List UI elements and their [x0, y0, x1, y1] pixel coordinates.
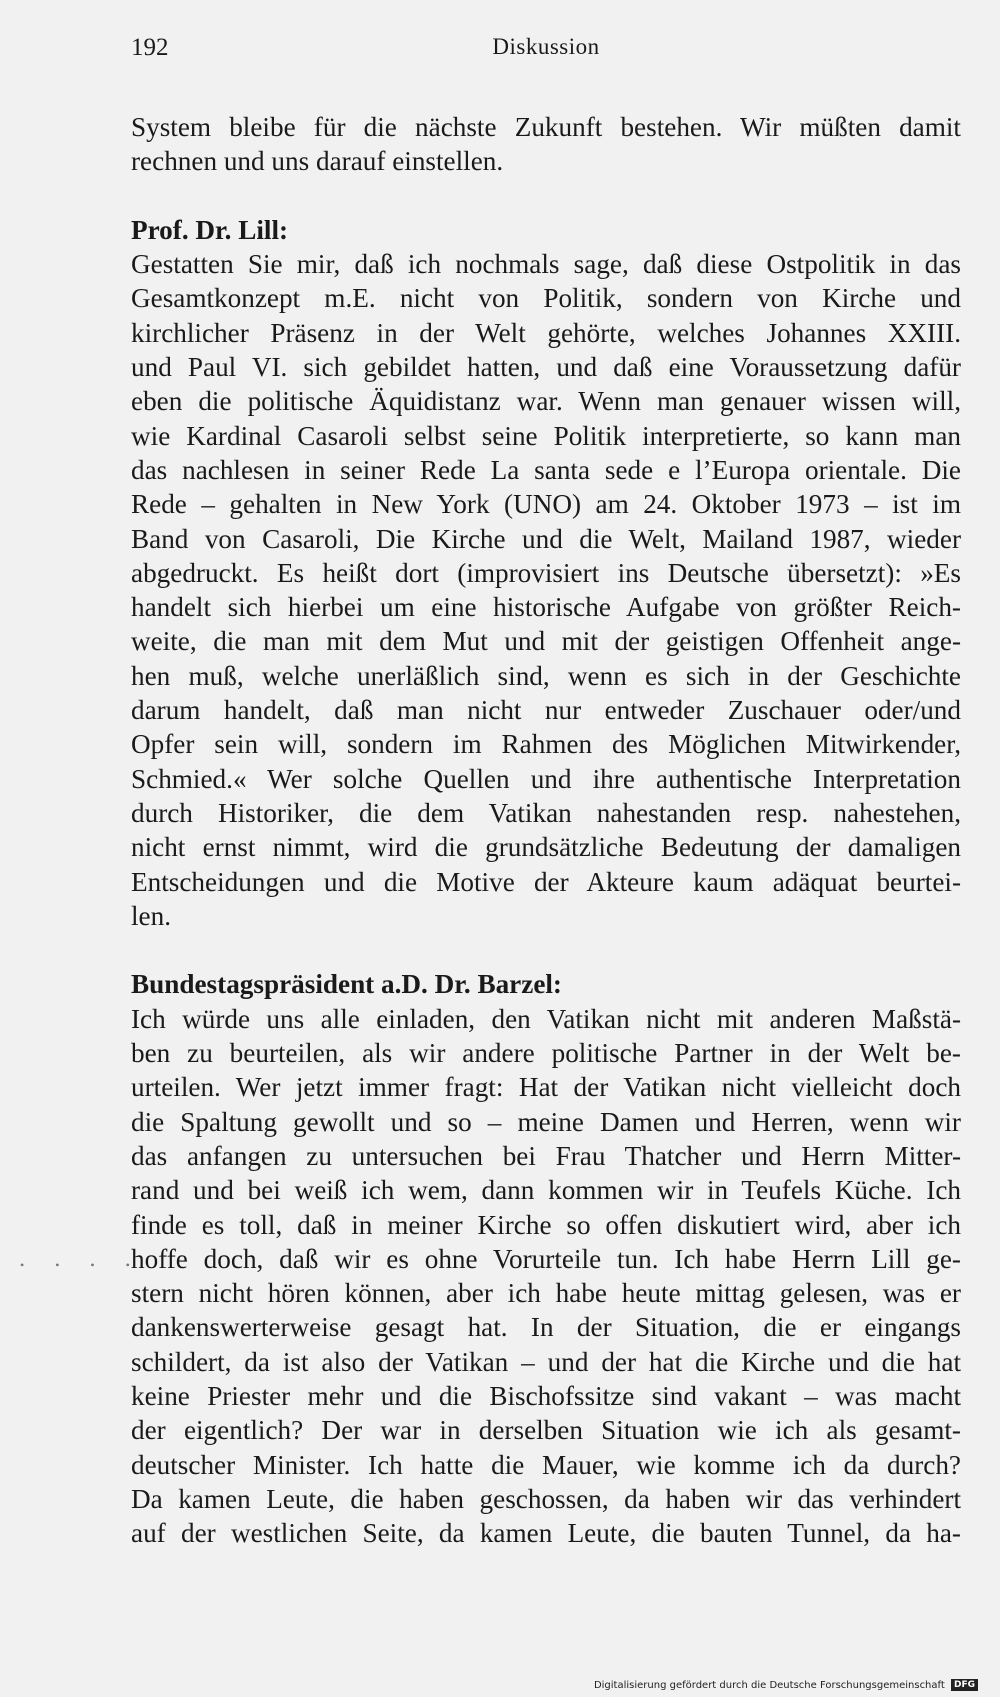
text-line: stern nicht hören können, aber ich habe heute mittag gelesen, was er	[131, 1278, 961, 1309]
text-line: eben die politische Äquidistanz war. Wenn man genauer wissen will,	[131, 386, 961, 417]
digitization-note: Digitalisierung gefördert durch die Deutsche Forschungsgemeinschaft	[593, 1680, 945, 1691]
text-line: dankenswerterweise gesagt hat. In der Situation, die er eingangs	[131, 1312, 961, 1343]
text-line: kirchlicher Präsenz in der Welt gehörte, welches Johannes XXIII.	[131, 317, 961, 348]
text-line: schildert, da ist also der Vatikan – und der hat die Kirche und die hat	[131, 1346, 961, 1377]
text-line: Band von Casaroli, Die Kirche und die Welt, Mailand 1987, wieder	[131, 523, 961, 554]
paragraph-gap	[131, 179, 961, 213]
page-number: 192	[131, 34, 169, 61]
text-line: deutscher Minister. Ich hatte die Mauer, wie komme ich da durch?	[131, 1449, 961, 1480]
text-line: darum handelt, daß man nicht nur entweder Zuschauer oder/und	[131, 695, 961, 726]
text-line: nicht ernst nimmt, wird die grundsätzliche Bedeutung der damaligen	[131, 832, 961, 863]
running-title: Diskussion	[492, 34, 600, 59]
dfg-logo: DFG	[951, 1679, 978, 1691]
speaker-heading: Bundestagspräsident a.D. Dr. Barzel:	[131, 969, 562, 1000]
text-line: weite, die man mit dem Mut und mit der geistigen Offenheit ange-	[131, 626, 961, 657]
speaker-heading: Prof. Dr. Lill:	[131, 214, 289, 245]
text-line: rechnen und uns darauf einstellen.	[131, 146, 504, 177]
text-line: urteilen. Wer jetzt immer fragt: Hat der Vatikan nicht vielleicht doch	[131, 1072, 961, 1103]
text-line: ben zu beurteilen, als wir andere politische Partner in der Welt be-	[131, 1038, 961, 1069]
digitization-footer	[594, 1679, 978, 1691]
text-line: hoffe doch, daß wir es ohne Vorurteile tun. Ich habe Herrn Lill ge-	[131, 1243, 961, 1274]
text-line: abgedruckt. Es heißt dort (improvisiert ins Deutsche übersetzt): »Es	[131, 557, 961, 588]
body-text	[131, 110, 961, 1550]
paragraph-gap	[131, 933, 961, 967]
text-line: Gestatten Sie mir, daß ich nochmals sage, daß diese Ostpolitik in das	[131, 249, 961, 280]
text-line: die Spaltung gewollt und so – meine Damen und Herren, wenn wir	[131, 1106, 961, 1137]
text-line: wie Kardinal Casaroli selbst seine Politik interpretierte, so kann man	[131, 420, 961, 451]
text-line: hen muß, welche unerläßlich sind, wenn es sich in der Geschichte	[131, 660, 961, 691]
text-line: das anfangen zu untersuchen bei Frau Thatcher und Herrn Mitter-	[131, 1140, 961, 1171]
text-line: Rede – gehalten in New York (UNO) am 24. Oktober 1973 – ist im	[131, 489, 961, 520]
text-line: auf der westlichen Seite, da kamen Leute, die bauten Tunnel, da ha-	[131, 1518, 961, 1549]
text-line: finde es toll, daß in meiner Kirche so offen diskutiert wird, aber ich	[131, 1209, 961, 1240]
text-line: Opfer sein will, sondern im Rahmen des Möglichen Mitwirkender,	[131, 729, 961, 760]
text-line: durch Historiker, die dem Vatikan nahestanden resp. nahestehen,	[131, 797, 961, 828]
text-line: handelt sich hierbei um eine historische Aufgabe von größter Reich-	[131, 592, 961, 623]
text-line: Gesamtkonzept m.E. nicht von Politik, sondern von Kirche und	[131, 283, 961, 314]
text-line: das nachlesen in seiner Rede La santa sede e l’Europa orientale. Die	[131, 454, 961, 485]
text-line: und Paul VI. sich gebildet hatten, und daß eine Voraussetzung dafür	[131, 352, 961, 383]
margin-dots: • • • •	[20, 1258, 144, 1272]
text-line: System bleibe für die nächste Zukunft bestehen. Wir müßten damit	[131, 112, 961, 142]
text-line: len.	[131, 900, 172, 931]
text-line: Entscheidungen und die Motive der Akteure kaum adäquat beurtei-	[131, 866, 961, 897]
text-line: Schmied.« Wer solche Quellen und ihre authentische Interpretation	[131, 763, 961, 794]
page-header	[131, 34, 961, 68]
text-line: der eigentlich? Der war in derselben Situation wie ich als gesamt-	[131, 1415, 961, 1446]
text-line: Da kamen Leute, die haben geschossen, da haben wir das verhindert	[131, 1483, 961, 1514]
text-line: rand und bei weiß ich wem, dann kommen wir in Teufels Küche. Ich	[131, 1175, 961, 1206]
text-line: Ich würde uns alle einladen, den Vatikan nicht mit anderen Maßstä-	[131, 1003, 961, 1034]
text-line: keine Priester mehr und die Bischofssitze sind vakant – was macht	[131, 1380, 961, 1411]
